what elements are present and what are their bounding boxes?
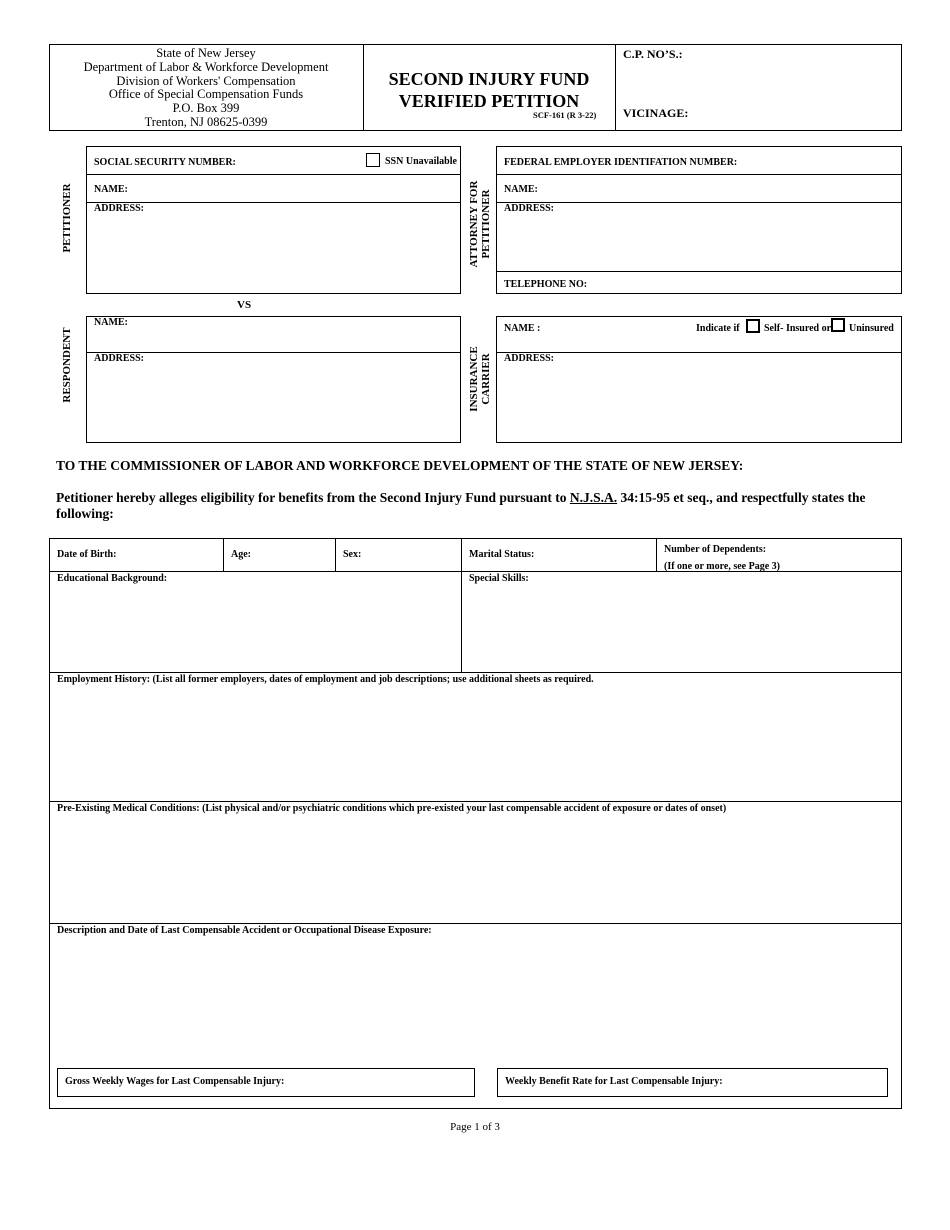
carrier-address-label: ADDRESS: <box>504 353 555 364</box>
vicinage-label: VICINAGE: <box>623 106 689 120</box>
preexisting-conditions-label: Pre-Existing Medical Conditions: (List physical and/or psychiatric conditions which pre-existed your last compensable accident of exposure or dates of onset) <box>57 803 727 814</box>
eligibility-text-post: 34:15-95 et seq., and respectfully states the following: <box>56 490 866 521</box>
agency-line: Trenton, NJ 08625-0399 <box>144 114 268 129</box>
page-number: Page 1 of 3 <box>450 1121 500 1133</box>
attorney-fein-input[interactable] <box>730 155 895 169</box>
preexisting-conditions-input[interactable] <box>57 817 894 917</box>
carrier-indicate-label: Indicate if <box>696 323 740 334</box>
accident-description-input[interactable] <box>57 939 894 1059</box>
form-code: SCF-161 (R 3-22) <box>533 110 597 120</box>
attorney-name-input[interactable] <box>540 182 895 197</box>
carrier-side-line-2: CARRIER <box>480 353 492 405</box>
dependents-note: (If one or more, see Page 3) <box>664 561 780 572</box>
education-input[interactable] <box>57 587 455 667</box>
marital-status-input[interactable] <box>543 547 651 561</box>
agency-line: Office of Special Compensation Funds <box>108 87 304 102</box>
ssn-unavailable-label: SSN Unavailable <box>385 156 457 167</box>
title-line-2: VERIFIED PETITION <box>398 91 580 111</box>
agency-line: Department of Labor & Workforce Development <box>83 59 329 74</box>
petitioner-address-label: ADDRESS: <box>94 203 145 214</box>
respondent-side-label: RESPONDENT <box>61 327 73 403</box>
sex-input[interactable] <box>366 547 456 561</box>
uninsured-checkbox[interactable] <box>831 318 845 332</box>
employment-history-label: Employment History: (List all former employers, dates of employment and job descriptions; use additional sheets as required. <box>57 674 594 685</box>
attorney-side-label <box>468 174 492 274</box>
dob-input[interactable] <box>124 547 219 561</box>
self-insured-checkbox[interactable] <box>746 319 760 333</box>
attorney-address-input[interactable] <box>504 216 894 268</box>
petitioner-name-input[interactable] <box>130 182 455 197</box>
benefit-rate-input[interactable] <box>750 1074 882 1088</box>
cp-nos-label: C.P. NO’S.: <box>623 47 683 61</box>
accident-description-label: Description and Date of Last Compensable Accident or Occupational Disease Exposure: <box>57 925 432 936</box>
attorney-address-label: ADDRESS: <box>504 203 555 214</box>
respondent-address-label: ADDRESS: <box>94 353 145 364</box>
age-label: Age: <box>231 549 251 560</box>
special-skills-input[interactable] <box>469 587 894 667</box>
dob-label: Date of Birth: <box>57 549 117 560</box>
vs-label: VS <box>237 299 252 311</box>
dependents-input[interactable] <box>780 543 895 557</box>
special-skills-label: Special Skills: <box>469 573 529 584</box>
eligibility-text-pre: Petitioner hereby alleges eligibility for benefits from the Second Injury Fund pursuant to <box>56 490 570 505</box>
gross-wages-label: Gross Weekly Wages for Last Compensable Injury: <box>65 1076 285 1087</box>
commissioner-heading: TO THE COMMISSIONER OF LABOR AND WORKFORCE DEVELOPMENT OF THE STATE OF NEW JERSEY: <box>56 458 744 473</box>
agency-line: State of New Jersey <box>156 46 256 60</box>
petitioner-address-input[interactable] <box>94 216 454 288</box>
employment-history-input[interactable] <box>57 688 894 796</box>
gross-wages-input[interactable] <box>312 1074 470 1088</box>
respondent-name-input[interactable] <box>94 332 454 347</box>
agency-line: P.O. Box 399 <box>172 101 240 116</box>
respondent-address-input[interactable] <box>94 367 454 437</box>
petitioner-name-label: NAME: <box>94 184 128 195</box>
ssn-unavailable-checkbox[interactable] <box>366 153 380 167</box>
dependents-label: Number of Dependents: <box>664 544 767 555</box>
vicinage-input[interactable] <box>695 107 895 121</box>
form-title <box>364 68 614 112</box>
benefit-rate-label: Weekly Benefit Rate for Last Compensable Injury: <box>505 1076 723 1087</box>
attorney-fein-label: FEDERAL EMPLOYER IDENTIFATION NUMBER: <box>504 157 738 168</box>
education-label: Educational Background: <box>57 573 168 584</box>
marital-status-label: Marital Status: <box>469 549 535 560</box>
attorney-name-label: NAME: <box>504 184 538 195</box>
petitioner-side-label: PETITIONER <box>61 183 73 253</box>
petitioner-ssn-label: SOCIAL SECURITY NUMBER: <box>94 157 236 168</box>
sex-label: Sex: <box>343 549 362 560</box>
respondent-name-label: NAME: <box>94 317 128 328</box>
carrier-side-label <box>468 329 492 429</box>
self-insured-label: Self- Insured or <box>764 323 832 334</box>
attorney-telephone-label: TELEPHONE NO: <box>504 279 588 290</box>
petitioner-ssn-input[interactable] <box>232 155 360 169</box>
carrier-address-input[interactable] <box>504 367 894 437</box>
attorney-side-line-2: PETITIONER <box>480 189 492 259</box>
eligibility-statement <box>56 490 896 522</box>
carrier-side-line-1: INSURANCE <box>468 346 480 412</box>
title-line-1: SECOND INJURY FUND <box>388 69 590 89</box>
statute-reference: N.J.S.A. <box>569 490 618 505</box>
carrier-name-label: NAME : <box>504 323 541 334</box>
carrier-name-input[interactable] <box>542 321 690 335</box>
cp-nos-input[interactable] <box>690 48 895 62</box>
agency-line: Division of Workers' Compensation <box>116 73 296 88</box>
attorney-telephone-input[interactable] <box>590 277 895 291</box>
age-input[interactable] <box>256 547 331 561</box>
attorney-side-line-1: ATTORNEY FOR <box>468 180 480 268</box>
agency-address <box>50 47 362 130</box>
uninsured-label: Uninsured <box>849 323 894 334</box>
